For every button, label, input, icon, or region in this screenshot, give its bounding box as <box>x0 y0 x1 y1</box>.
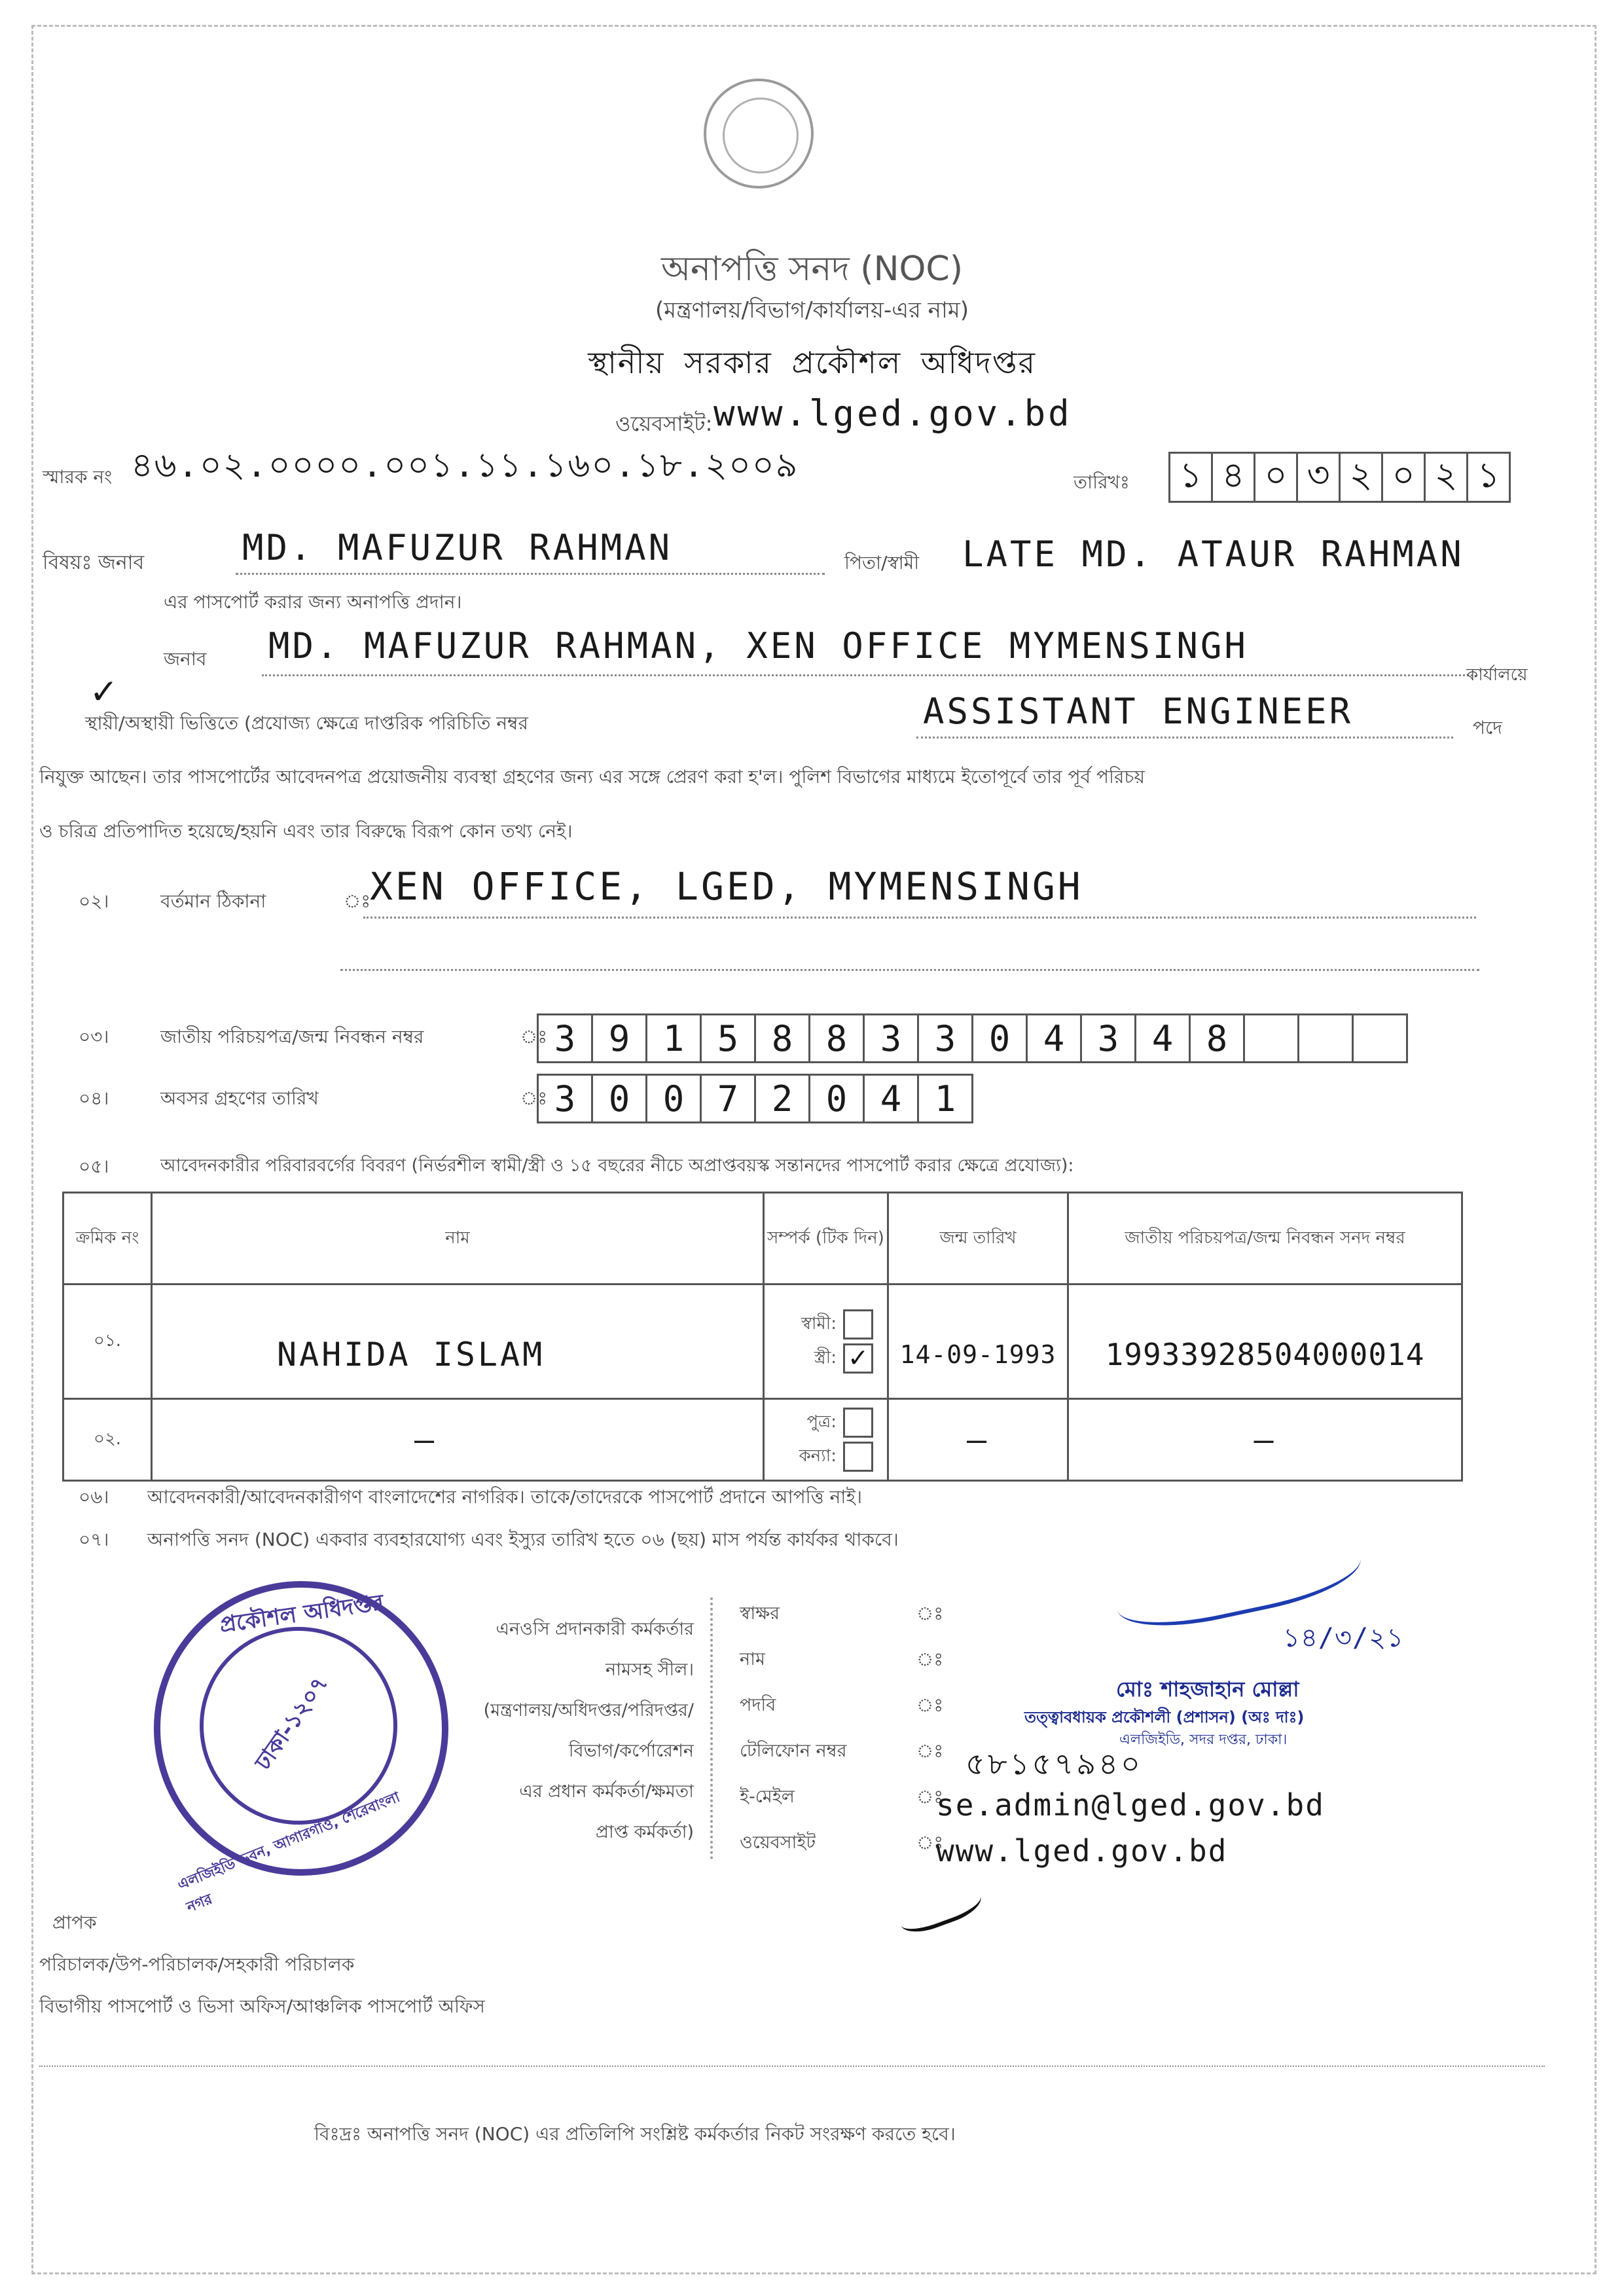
digit-box: 0 <box>591 1074 645 1123</box>
digit-box <box>1352 1013 1408 1063</box>
date-label: তারিখঃ <box>1074 471 1130 493</box>
field-4-number: ০৪। <box>79 1087 109 1109</box>
paragraph-1: নিযুক্ত আছেন। তার পাসপোর্টের আবেদনপত্র প্রয়োজনীয় ব্যবস্থা গ্রহণের জন্য এর সঙ্গে প্রেরণ করা হ'ল। পুলিশ বিভাগের মাধ্যমে ইতোপূর্বে তার পূর্ব পরিচয় <box>39 766 1145 788</box>
col-name: নাম <box>152 1193 764 1285</box>
subject-label: বিষয়ঃ জনাব <box>43 551 145 574</box>
field-7-number: ০৭। <box>79 1529 109 1550</box>
government-seal <box>704 79 814 189</box>
family-table <box>62 1192 1463 1482</box>
digit-box: ৪ <box>1211 452 1254 503</box>
father-name: LATE MD. ATAUR RAHMAN <box>962 534 1464 575</box>
relation-daughter-checkbox <box>843 1442 873 1472</box>
retirement-date-boxes <box>537 1074 973 1123</box>
digit-box: ০ <box>1381 452 1424 503</box>
janab-label: জনাব <box>164 648 207 670</box>
child-name: NAHIDA ISLAM <box>152 1285 764 1399</box>
digit-box: 9 <box>591 1013 645 1063</box>
field-7-text: অনাপত্তি সনদ (NOC) একবার ব্যবহারযোগ্য এবং ইস্যুর তারিখ হতে ০৬ (ছয়) মাস পর্যন্ত কার্যকর থাকবে। <box>147 1529 899 1550</box>
current-address: XEN OFFICE, LGED, MYMENSINGH <box>370 864 1083 909</box>
digit-box: 4 <box>1026 1013 1080 1063</box>
officer-phone: ৫৮১৫৭৯৪০ <box>965 1746 1143 1781</box>
tick-mark: ✓ <box>92 668 116 714</box>
digit-box: ১ <box>1466 452 1511 503</box>
digit-box: 4 <box>1134 1013 1189 1063</box>
table-row: ০২. — পুত্র: কন্যা: — — <box>63 1399 1462 1481</box>
subject-line2: এর পাসপোর্ট করার জন্য অনাপত্তি প্রদান। <box>164 591 462 613</box>
digit-box <box>1297 1013 1352 1063</box>
digit-box: 3 <box>537 1013 591 1063</box>
office-name: স্থানীয় সরকার প্রকৌশল অধিদপ্তর <box>588 345 1036 380</box>
spouse-nid: 19933928504000014 <box>1068 1285 1462 1399</box>
digit-box: 4 <box>863 1074 917 1123</box>
father-label: পিতা/স্বামী <box>844 552 920 574</box>
digit-box: 3 <box>917 1013 971 1063</box>
field-4-label: অবসর গ্রহণের তারিখ <box>160 1087 319 1109</box>
relation-son-checkbox <box>843 1408 873 1438</box>
field-2-label: বর্তমান ঠিকানা <box>160 890 266 912</box>
staff-line: স্থায়ী/অস্থায়ী ভিত্তিতে (প্রযোজ্য ক্ষেত্রে দাপ্তরিক পরিচিতি নম্বর <box>85 712 528 734</box>
bottom-note: বিঃদ্রঃ অনাপত্তি সনদ (NOC) এর প্রতিলিপি সংশ্লিষ্ট কর্মকর্তার নিকট সংরক্ষণ করতে হবে। <box>314 2123 956 2145</box>
officer-office-stamp: এলজিইডি, সদর দপ্তর, ঢাকা। <box>1119 1732 1288 1748</box>
officer-email: se.admin@lged.gov.bd <box>936 1787 1325 1823</box>
nid-number-boxes <box>537 1013 1408 1063</box>
officer-designation-stamp: তত্ত্বাবধায়ক প্রকৌশলী (প্রশাসন) (অঃ দাঃ) <box>1024 1708 1305 1726</box>
digit-box: 1 <box>917 1074 973 1123</box>
applicant-name: MD. MAFUZUR RAHMAN <box>242 527 673 568</box>
issue-date-boxes <box>1168 452 1511 503</box>
issuer-caption: এনওসি প্রদানকারী কর্মকর্তার নামসহ সীল। (মন্ত্রণালয়/অধিদপ্তর/পরিদপ্তর/ বিভাগ/কর্পোরেশন এর প্রধান কর্মকর্তা/ক্ষমতা প্রাপ্ত কর্মকর্তা) <box>483 1619 694 1842</box>
field-5-label: আবেদনকারীর পরিবারবর্গের বিবরণ (নির্ভরশীল স্বামী/স্ত্রী ও ১৫ বছরের নীচে অপ্রাপ্তবয়স্ক সন্তানদের পাসপোর্ট করার ক্ষেত্রে প্রযোজ্য): <box>160 1156 1074 1176</box>
memo-number: ৪৬.০২.০০০০.০০১.১১.১৬০.১৮.২০০৯ <box>131 446 799 485</box>
field-3-number: ০৩। <box>79 1026 109 1048</box>
digit-box: 0 <box>971 1013 1026 1063</box>
digit-box: 3 <box>537 1074 591 1123</box>
issuer-labels: স্বাক্ষর নাম পদবি টেলিফোন নম্বর ই-মেইল ওয়েবসাইট <box>740 1603 847 1853</box>
date-of-birth: 14-09-1993 <box>888 1285 1068 1399</box>
website-value: www.lged.gov.bd <box>713 393 1072 434</box>
field-6-number: ০৬। <box>79 1486 109 1508</box>
digit-box: ২ <box>1339 452 1381 503</box>
digit-box: 7 <box>700 1074 754 1123</box>
digit-box <box>1243 1013 1297 1063</box>
officer-website: www.lged.gov.bd <box>936 1833 1228 1868</box>
signature-date: ১৪/৩/২১ <box>1283 1623 1405 1653</box>
col-serial: ক্রমিক নং <box>63 1193 152 1285</box>
officer-name-stamp: মোঃ শাহজাহান মোল্লা <box>1116 1677 1299 1702</box>
col-dob: জন্ম তারিখ <box>888 1193 1068 1285</box>
document-subtitle: (মন্ত্রণালয়/বিভাগ/কার্যালয়-এর নাম) <box>655 297 969 323</box>
document-title: অনাপত্তি সনদ (NOC) <box>661 249 963 289</box>
digit-box: ০ <box>1254 452 1296 503</box>
officer-line: MD. MAFUZUR RAHMAN, XEN OFFICE MYMENSINGH <box>268 625 1248 666</box>
recipient-block: প্রাপক পরিচালক/উপ-পরিচালক/সহকারী পরিচালক বিভাগীয় পাসপোর্ট ও ভিসা অফিস/আঞ্চলিক পাসপোর্ট অফিস <box>39 1912 485 2017</box>
digit-box: 0 <box>808 1074 863 1123</box>
field-6-text: আবেদনকারী/আবেদনকারীগণ বাংলাদেশের নাগরিক। তাকে/তাদেরকে পাসপোর্ট প্রদানে আপত্তি নাই। <box>147 1486 863 1508</box>
paragraph-2: ও চরিত্র প্রতিপাদিত হয়েছে/হয়নি এবং তার বিরুদ্ধে বিরূপ কোন তথ্য নেই। <box>39 820 573 842</box>
field-3-label: জাতীয় পরিচয়পত্র/জন্ম নিবন্ধন নম্বর <box>160 1026 424 1048</box>
digit-box: 8 <box>754 1013 808 1063</box>
designation: ASSISTANT ENGINEER <box>923 691 1354 732</box>
digit-box: 1 <box>645 1013 700 1063</box>
website-label: ওয়েবসাইট: <box>615 411 713 436</box>
digit-box: ১ <box>1168 452 1211 503</box>
field-2-number: ০২। <box>79 890 109 912</box>
digit-box: 5 <box>700 1013 754 1063</box>
memo-label: স্মারক নং <box>43 466 113 488</box>
relation-wife-checkbox: ✓ <box>843 1343 873 1374</box>
relation-husband-checkbox <box>843 1309 873 1339</box>
pode-label: পদে <box>1473 717 1502 738</box>
digit-box: ৩ <box>1296 452 1339 503</box>
digit-box: 3 <box>1080 1013 1134 1063</box>
digit-box: 0 <box>645 1074 700 1123</box>
digit-box: 3 <box>863 1013 917 1063</box>
digit-box: 8 <box>808 1013 863 1063</box>
karjaloy-label: কার্যালয়ে <box>1466 665 1528 685</box>
col-nid: জাতীয় পরিচয়পত্র/জন্ম নিবন্ধন সনদ নম্বর <box>1068 1193 1462 1285</box>
digit-box: ২ <box>1424 452 1466 503</box>
digit-box: 8 <box>1189 1013 1243 1063</box>
digit-box: 2 <box>754 1074 808 1123</box>
table-row: ০১. NAHIDA ISLAM স্বামী: স্ত্রী: ✓ 14-09-1993 19933928504000014 <box>63 1285 1462 1399</box>
col-relation: সম্পর্ক (টিক দিন) <box>764 1193 888 1285</box>
office-seal: প্রকৌশল অধিদপ্তর ঢাকা-১২০৭ এলজিইডি ভবন, আগারগাঁও, শেরেবাংলা নগর <box>154 1581 448 1876</box>
field-5-number: ০৫। <box>79 1156 109 1177</box>
